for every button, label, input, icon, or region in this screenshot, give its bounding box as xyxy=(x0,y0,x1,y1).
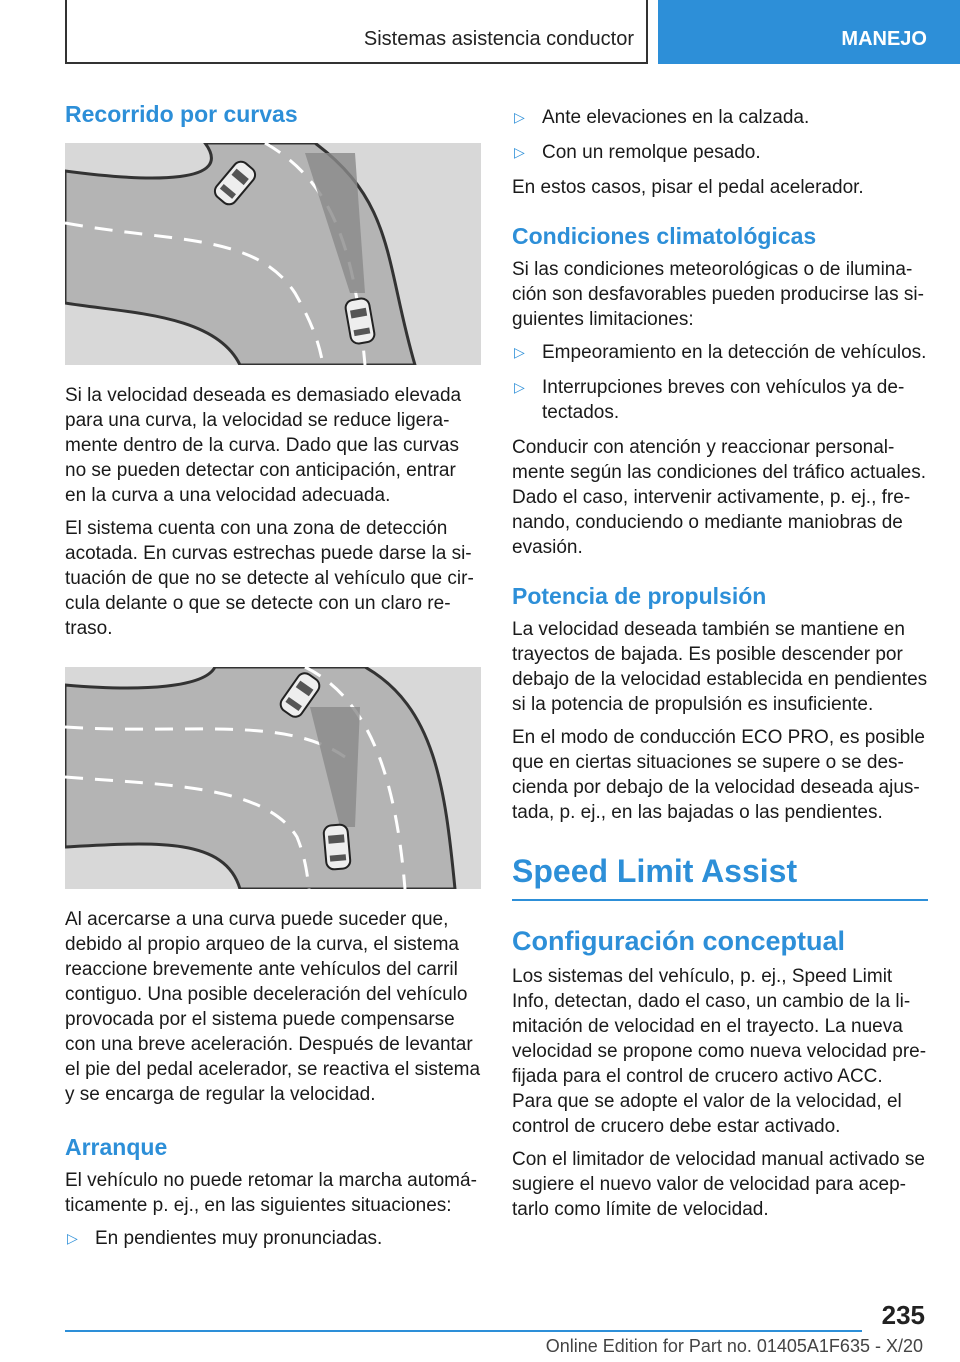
conditions-paragraph: En estos casos, pisar el pedal acelerador. xyxy=(512,177,864,198)
concept-paragraph-1: Los sistemas del vehículo, p. ej., Speed Limit Info, detectan, dado el caso, un cambio de la limitación de velocidad en el trayecto. La nueva velocidad se propone como nueva velocidad prefijada para el control de crucero activo ACC. Para que se adopte el valor de la velocidad, el control de crucero debe estar activado. xyxy=(512,966,927,1138)
list-item xyxy=(512,105,928,130)
list-item-text: En pendientes muy pronunciadas. xyxy=(95,1227,383,1249)
curves-paragraph-2: El sistema cuenta con una zona de detección acotada. En curvas estrechas puede darse la situación de que no se detecte al vehículo que circula delante o que se detecte con un claro retraso. xyxy=(65,517,474,639)
curves-paragraph-3: Al acercarse a una curva puede suceder que, debido al propio arqueo de la curva, el sistema reaccione brevemente ante vehículos del carril contiguo. Una posible deceleración del vehículo provocada por el sistema puede compensarse con una breve aceleración. Después de levantar el pie del pedal acelerador, se reactiva el sistema y se encarga de regular la velocidad. xyxy=(65,908,481,1105)
header-chapter-tab xyxy=(658,0,960,64)
footer-edition: Online Edition for Part no. 01405A1F635 - X/20 xyxy=(545,1336,923,1356)
triangle-bullet-icon: ▷ xyxy=(514,378,525,395)
curve-illustration-1 xyxy=(65,143,481,365)
concept-paragraph-2: Con el limitador de velocidad manual activado se sugiere el nuevo valor de velocidad para aceptarlo como límite de velocidad. xyxy=(512,1149,925,1221)
curves-heading: Recorrido por curvas xyxy=(65,101,298,127)
climate-heading: Condiciones climatológicas xyxy=(512,223,817,249)
list-item xyxy=(512,140,928,165)
triangle-bullet-icon: ▷ xyxy=(514,144,525,160)
curves-paragraph-1: Si la velocidad deseada es demasiado elevada para una curva, la velocidad se reduce ligeramente dentro de la curva. Dado que las curvas no se pueden detectar con anticipación, entrar en la curva a una velocidad adecuada. xyxy=(65,384,462,506)
page-number: 235 xyxy=(881,1300,925,1330)
list-item xyxy=(512,375,928,425)
list-item xyxy=(512,340,928,365)
list-item-text: Interrupciones breves con vehículos ya detectados. xyxy=(542,376,905,423)
climate-paragraph-2: Conducir con atención y reaccionar personalmente según las condiciones del tráfico actuales. Dado el caso, intervenir activamente, p. ej., frenando, conduciendo o mediante maniobras de evasión. xyxy=(512,436,927,558)
list-item-text: Empeoramiento en la detección de vehículos. xyxy=(542,341,927,363)
power-heading: Potencia de propulsión xyxy=(512,582,767,609)
header-section-title: Sistemas asistencia conductor xyxy=(363,28,634,50)
left-column xyxy=(65,100,481,1261)
footer-divider xyxy=(65,1330,862,1332)
list-item xyxy=(65,1226,481,1251)
start-paragraph: El vehículo no puede retomar la marcha automáticamente p. ej., en las siguientes situaciones: xyxy=(65,1169,477,1216)
speed-limit-assist-heading: Speed Limit Assist xyxy=(512,851,928,901)
concept-heading: Configuración conceptual xyxy=(512,925,846,956)
triangle-bullet-icon: ▷ xyxy=(514,109,525,125)
triangle-bullet-icon: ▷ xyxy=(514,343,525,360)
curve-illustration-2 xyxy=(65,667,481,889)
right-column xyxy=(512,100,928,1230)
power-paragraph-2: En el modo de conducción ECO PRO, es posible que en ciertas situaciones se supere o se descienda por debajo de la velocidad deseada ajustada, p. ej., en las bajadas o las pendientes. xyxy=(512,726,925,823)
triangle-bullet-icon: ▷ xyxy=(67,1229,78,1246)
list-item-text: Con un remolque pesado. xyxy=(542,142,761,163)
header-section-box xyxy=(65,0,648,64)
header-chapter-title: MANEJO xyxy=(841,28,927,50)
climate-paragraph-1: Si las condiciones meteorológicas o de iluminación son desfavorables pueden producirse las siguientes limitaciones: xyxy=(512,258,924,330)
power-paragraph-1: La velocidad deseada también se mantiene en trayectos de bajada. Es posible descender por debajo de la velocidad establecida en pendientes si la potencia de propulsión es insuficiente. xyxy=(512,618,928,715)
start-heading: Arranque xyxy=(65,1133,168,1160)
list-item-text: Ante elevaciones en la calzada. xyxy=(542,107,810,128)
